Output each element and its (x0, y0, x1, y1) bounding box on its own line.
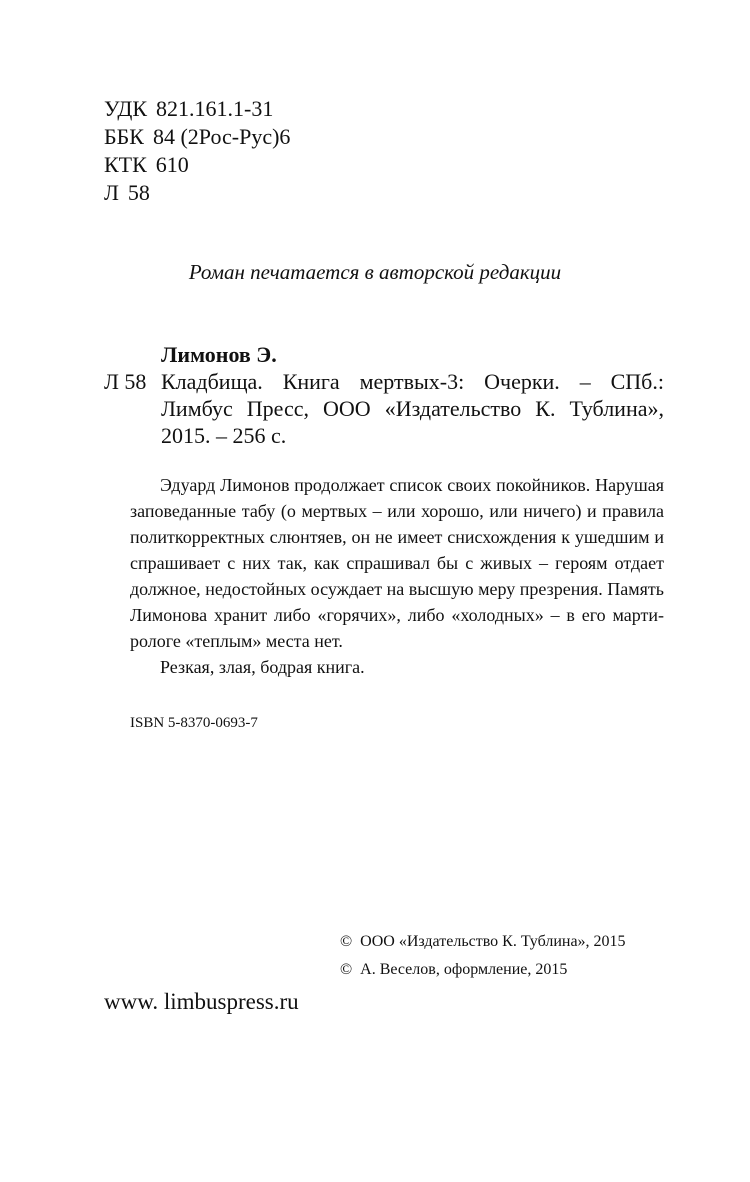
copyright-line (340, 928, 626, 956)
copyright-text: А. Веселов, оформление, 2015 (360, 961, 568, 978)
edition-note: Роман печатается в авторской редакции (188, 260, 562, 284)
classification-code: ББК (104, 124, 144, 149)
copyright-text: ООО «Издательство К. Тублина», 2015 (360, 933, 626, 950)
isbn: ISBN 5-8370-0693-7 (130, 715, 258, 731)
copyright-block (340, 928, 626, 984)
classification-code: УДК (104, 96, 148, 121)
annotation-paragraph: Резкая, злая, бодрая книга. (160, 657, 365, 677)
classification-bbk (104, 123, 290, 151)
classification-value: 58 (127, 180, 150, 205)
classification-author-mark (104, 179, 290, 207)
copyright-line (340, 956, 626, 984)
classification-code: Л (104, 180, 119, 205)
annotation (130, 472, 664, 680)
catalog-description: Кладбища. Книга мертвых-3: Очерки. – СПб.: Лимбус Пресс, ООО «Издательство К. Тублина», 2015. – 256 с. (161, 369, 664, 448)
copyright-icon: © (340, 933, 353, 950)
publisher-website: www. limbuspress.ru (104, 989, 299, 1014)
annotation-paragraph: Эдуард Лимонов продолжает список своих покойников. Нарушая заповеданные табу (о мертвых – или хорошо, или ничего) и правила политкорректных слюнтяев, он не имеет снисхождения к ушедшим и спрашивает с них так, как спрашивал бы с живых – героям отдает должное, недостойных осуждает на высшую меру презрения. Память Лимонова хранит либо «горячих», либо «холодных» – в его мартирологе «теплым» места нет. (130, 475, 664, 651)
classification-value: 610 (155, 152, 189, 177)
copyright-icon: © (340, 961, 353, 978)
classification-udk (104, 95, 290, 123)
classification-code: КТК (104, 152, 147, 177)
classification-block (104, 95, 290, 207)
classification-value: 84 (2Рос-Рус)6 (152, 124, 291, 149)
catalog-author: Лимонов Э. (161, 342, 277, 367)
classification-ktk (104, 151, 290, 179)
catalog-record (104, 341, 664, 449)
classification-value: 821.161.1-31 (156, 96, 274, 121)
catalog-entry (104, 368, 664, 449)
catalog-index: Л 58 (104, 369, 147, 394)
